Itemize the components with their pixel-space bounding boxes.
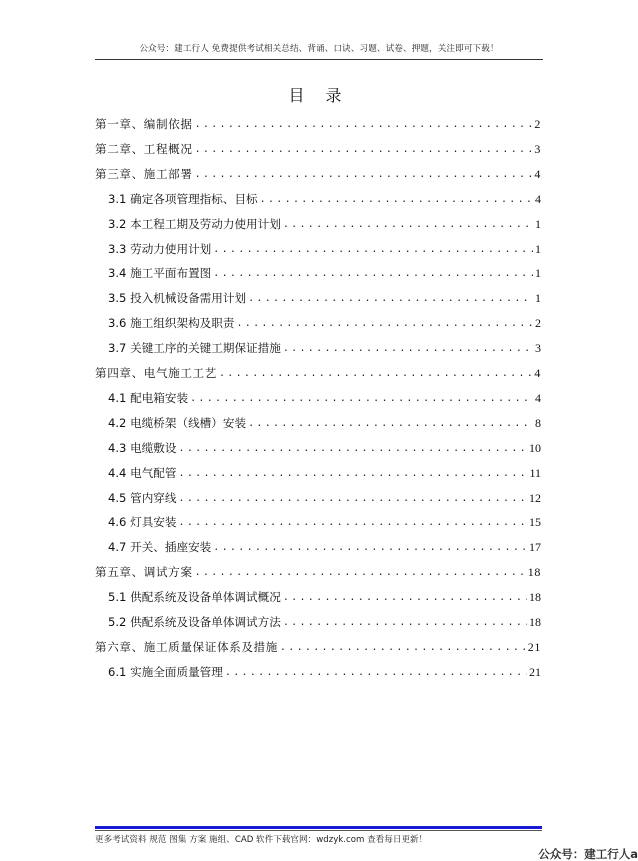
- toc-page-number: 10: [529, 440, 541, 455]
- toc-page-number: 4: [534, 166, 541, 181]
- toc-chapter-entry[interactable]: [95, 137, 541, 157]
- toc-dot-leader: [179, 466, 528, 481]
- toc-dot-leader: [280, 640, 526, 655]
- toc-page-number: 1: [535, 216, 541, 231]
- toc-page-number: 15: [529, 515, 541, 530]
- toc-section-entry[interactable]: [108, 610, 541, 630]
- toc-section-entry[interactable]: [108, 212, 541, 232]
- toc-chapter-entry[interactable]: [95, 162, 541, 182]
- toc-dot-leader: [179, 491, 528, 506]
- toc-dot-leader: [195, 167, 533, 182]
- toc-dot-leader: [248, 416, 533, 431]
- toc-dot-leader: [219, 366, 532, 381]
- toc-entry-label: 4.7 开关、插座安装: [108, 540, 212, 555]
- toc-page-number: 1: [535, 241, 541, 256]
- toc-chapter-entry[interactable]: [95, 112, 541, 132]
- toc-page-number: 21: [527, 639, 541, 654]
- toc-dot-leader: [179, 441, 528, 456]
- toc-page-number: 11: [529, 465, 541, 480]
- toc-entry-label: 第三章、施工部署: [95, 166, 193, 181]
- toc-entry-label: 第一章、编制依据: [95, 117, 193, 131]
- toc-entry-label: 3.6 施工组织架构及职责: [108, 316, 235, 331]
- toc-title: 目 录: [288, 86, 350, 105]
- footer-rule-blue: [95, 826, 542, 829]
- toc-dot-leader: [213, 266, 533, 281]
- toc-section-entry[interactable]: [108, 386, 541, 406]
- toc-dot-leader: [283, 217, 533, 232]
- toc-section-entry[interactable]: [108, 336, 541, 356]
- toc-section-entry[interactable]: [108, 510, 541, 530]
- toc-entry-label: 4.4 电气配管: [108, 465, 177, 480]
- toc-dot-leader: [195, 142, 533, 157]
- toc-entry-label: 3.3 劳动力使用计划: [108, 241, 212, 256]
- toc-entry-label: 5.1 供配系统及设备单体调试概况: [108, 590, 281, 605]
- toc-entry-label: 4.2 电缆桥架（线槽）安装: [108, 415, 247, 430]
- toc-entry-label: 第四章、电气施工工艺: [95, 366, 217, 380]
- toc-page-number: 12: [529, 490, 541, 505]
- toc-dot-leader: [283, 590, 527, 605]
- toc-page-number: 1: [535, 291, 541, 306]
- toc-page-number: 1: [535, 266, 541, 281]
- footer-rule-thin: [95, 830, 542, 831]
- toc-entry-label: 3.4 施工平面布置图: [108, 266, 212, 281]
- toc-section-entry[interactable]: [108, 411, 541, 431]
- toc-page-number: 3: [534, 141, 541, 156]
- toc-dot-leader: [195, 117, 533, 132]
- toc-chapter-entry[interactable]: [95, 560, 541, 580]
- toc-dot-leader: [179, 515, 528, 530]
- toc-section-entry[interactable]: [108, 237, 541, 257]
- toc-page-number: 18: [529, 590, 541, 605]
- toc-chapter-entry[interactable]: [95, 635, 541, 655]
- toc-dot-leader: [248, 291, 533, 306]
- toc-entry-label: 4.1 配电箱安装: [108, 390, 189, 405]
- toc-page-number: 17: [529, 540, 541, 555]
- toc-entry-label: 第六章、施工质量保证体系及措施: [95, 639, 278, 654]
- toc-section-entry[interactable]: [108, 461, 541, 481]
- toc-entry-label: 6.1 实施全面质量管理: [108, 664, 223, 679]
- toc-entry-label: 3.1 确定各项管理指标、目标: [108, 191, 258, 206]
- toc-page-number: 3: [535, 341, 541, 356]
- toc-section-entry[interactable]: [108, 535, 541, 555]
- toc-section-entry[interactable]: [108, 660, 541, 680]
- toc-page-number: 8: [535, 415, 541, 430]
- toc-entry-label: 3.5 投入机械设备需用计划: [108, 291, 247, 306]
- toc-section-entry[interactable]: [108, 261, 541, 281]
- toc-dot-leader: [225, 665, 527, 680]
- toc-section-entry[interactable]: [108, 486, 541, 506]
- toc-page-number: 21: [529, 664, 541, 679]
- toc-dot-leader: [236, 316, 533, 331]
- toc-page-number: 18: [527, 565, 541, 580]
- toc-dot-leader: [283, 615, 527, 630]
- toc-dot-leader: [260, 192, 533, 207]
- toc-section-entry[interactable]: [108, 436, 541, 456]
- toc-entry-label: 4.5 管内穿线: [108, 490, 177, 505]
- toc-section-entry[interactable]: [108, 585, 541, 605]
- toc-page-number: 2: [535, 316, 541, 331]
- toc-entry-label: 第二章、工程概况: [95, 141, 193, 156]
- watermark-text: 公众号：建工行人a: [538, 847, 638, 861]
- toc-chapter-entry[interactable]: [95, 361, 541, 381]
- page-header: 公众号：建工行人 免费提供考试相关总结、背诵、口诀、习题、试卷、押题，关注即可下载！: [139, 44, 499, 54]
- toc-dot-leader: [195, 565, 526, 580]
- toc-section-entry[interactable]: [108, 311, 541, 331]
- toc-dot-leader: [213, 242, 533, 257]
- toc-entry-label: 第五章、调试方案: [95, 565, 193, 580]
- toc-entry-label: 3.7 关键工序的关键工期保证措施: [108, 341, 281, 356]
- toc-page-number: 2: [534, 117, 541, 131]
- toc-entry-label: 4.6 灯具安装: [108, 515, 177, 530]
- toc-entry-label: 4.3 电缆敷设: [108, 440, 177, 455]
- toc-page-number: 4: [534, 366, 541, 380]
- toc-page-number: 4: [535, 191, 541, 206]
- page-footer: 更多考试资料 规范 图集 方案 施组、CAD 软件下载官网：wdzyk.com 查看每日更新！: [95, 835, 428, 845]
- toc-page-number: 4: [535, 390, 541, 405]
- toc-dot-leader: [213, 540, 527, 555]
- header-rule: [95, 59, 543, 60]
- toc-entry-label: 5.2 供配系统及设备单体调试方法: [108, 615, 281, 629]
- toc-dot-leader: [283, 341, 533, 356]
- toc-dot-leader: [190, 391, 533, 406]
- toc-section-entry[interactable]: [108, 286, 541, 306]
- toc-section-entry[interactable]: [108, 187, 541, 207]
- toc-page-number: 18: [529, 615, 541, 629]
- toc-entry-label: 3.2 本工程工期及劳动力使用计划: [108, 216, 281, 231]
